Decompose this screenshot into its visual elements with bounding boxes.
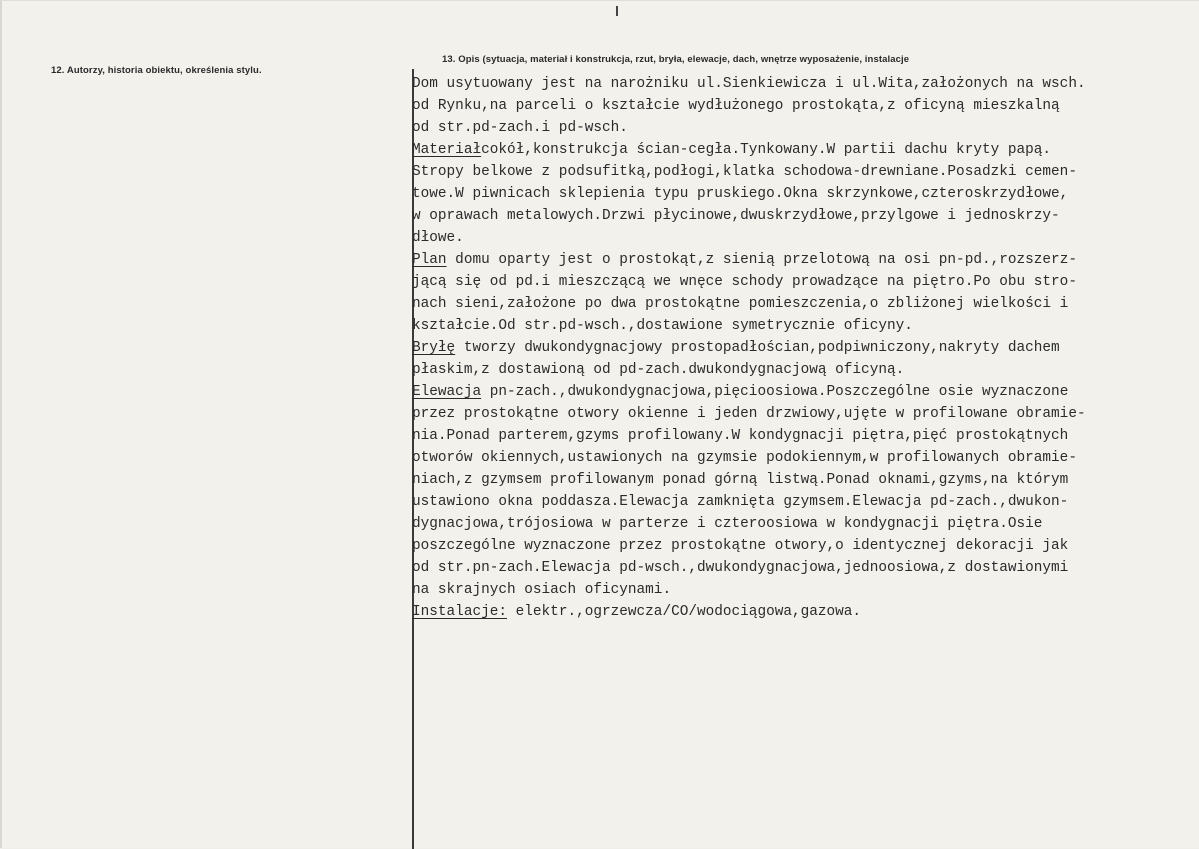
- description-line: [412, 271, 1192, 293]
- description-text: od str.pd-zach.i pd-wsch.: [412, 120, 628, 136]
- description-text: poszczególne wyznaczone przez prostokątne otwory,o identycznej dekoracji jak: [412, 538, 1069, 554]
- description-text: nach sieni,założone po dwa prostokątne pomieszczenia,o zbliżonej wielkości i: [412, 296, 1069, 312]
- description-line: [412, 117, 1192, 139]
- description-line: [412, 315, 1192, 337]
- description-line: [412, 403, 1192, 425]
- description-line: [412, 513, 1192, 535]
- description-text: nia.Ponad parterem,gzyms profilowany.W kondygnacji piętra,pięć prostokątnych: [412, 428, 1069, 444]
- description-text: w oprawach metalowych.Drzwi płycinowe,dwuskrzydłowe,przylgowe i jednoskrzy-: [412, 208, 1060, 224]
- description-text: otworów okiennych,ustawionych na gzymsie podokiennym,w profilowanych obramie-: [412, 450, 1077, 466]
- page-tick-mark: [616, 6, 618, 16]
- description-text: dygnacjowa,trójosiowa w parterze i czteroosiowa w kondygnacji piętra.Osie: [412, 516, 1043, 532]
- description-line: [412, 73, 1192, 95]
- section-13-heading: 13. Opis (sytuacja, materiał i konstrukcja, rzut, bryła, elewacje, dach, wnętrze wyposażenie, instalacje: [442, 54, 910, 65]
- description-text: od Rynku,na parceli o kształcie wydłużonego prostokąta,z oficyną mieszkalną: [412, 98, 1060, 114]
- description-line: [412, 139, 1192, 161]
- description-text: od str.pn-zach.Elewacja pd-wsch.,dwukondygnacjowa,jednoosiowa,z dostawionymi: [412, 560, 1069, 576]
- description-text: ustawiono okna poddasza.Elewacja zamknięta gzymsem.Elewacja pd-zach.,dwukon-: [412, 494, 1069, 510]
- description-text: Dom usytuowany jest na narożniku ul.Sienkiewicza i ul.Wita,założonych na wsch.: [412, 76, 1086, 92]
- description-line: [412, 469, 1192, 491]
- description-label: Materiał: [412, 142, 482, 158]
- description-line: [412, 359, 1192, 381]
- description-line: [412, 205, 1192, 227]
- description-line: [412, 227, 1192, 249]
- description-text: jącą się od pd.i mieszczącą we wnęce schody prowadzące na piętro.Po obu stro-: [412, 274, 1077, 290]
- description-line: [412, 601, 1192, 623]
- description-label: Elewacja: [412, 384, 482, 400]
- description-text: tworzy dwukondygnacjowy prostopadłościan,podpiwniczony,nakryty dachem: [455, 340, 1060, 356]
- description-text: towe.W piwnicach sklepienia typu pruskiego.Okna skrzynkowe,czteroskrzydłowe,: [412, 186, 1069, 202]
- description-label: Plan: [412, 252, 447, 268]
- description-label: Bryłę: [412, 340, 456, 356]
- description-line: [412, 447, 1192, 469]
- description-line: [412, 491, 1192, 513]
- description-text: przez prostokątne otwory okienne i jeden drzwiowy,ujęte w profilowane obramie-: [412, 406, 1086, 422]
- description-text: na skrajnych osiach oficynami.: [412, 582, 672, 598]
- description-text: kształcie.Od str.pd-wsch.,dostawione symetrycznie oficyny.: [412, 318, 913, 334]
- description-line: [412, 95, 1192, 117]
- description-line: [412, 381, 1192, 403]
- description-line: [412, 425, 1192, 447]
- description-text: dłowe.: [412, 230, 464, 246]
- description-text: elektr.,ogrzewcza/CO/wodociągowa,gazowa.: [507, 604, 862, 620]
- description-text: pn-zach.,dwukondygnacjowa,pięcioosiowa.Poszczególne osie wyznaczone: [481, 384, 1069, 400]
- description-line: [412, 557, 1192, 579]
- description-line: [412, 249, 1192, 271]
- section-12-heading: 12. Autorzy, historia obiektu, określenia stylu.: [51, 65, 262, 76]
- description-line: [412, 337, 1192, 359]
- description-text: domu oparty jest o prostokąt,z sienią przelotową na osi pn-pd.,rozszerz-: [446, 252, 1077, 268]
- description-line: [412, 183, 1192, 205]
- description-text: Stropy belkowe z podsufitką,podłogi,klatka schodowa-drewniane.Posadzki cemen-: [412, 164, 1077, 180]
- description-line: [412, 535, 1192, 557]
- description-text: płaskim,z dostawioną od pd-zach.dwukondygnacjową oficyną.: [412, 362, 905, 378]
- description-text: niach,z gzymsem profilowanym ponad górną listwą.Ponad oknami,gzyms,na którym: [412, 472, 1069, 488]
- description-text: cokół,konstrukcja ścian-cegła.Tynkowany.W partii dachu kryty papą.: [481, 142, 1052, 158]
- description-line: [412, 161, 1192, 183]
- description-line: [412, 293, 1192, 315]
- section-13-description: [412, 73, 1192, 623]
- description-label: Instalacje:: [412, 604, 507, 620]
- description-line: [412, 579, 1192, 601]
